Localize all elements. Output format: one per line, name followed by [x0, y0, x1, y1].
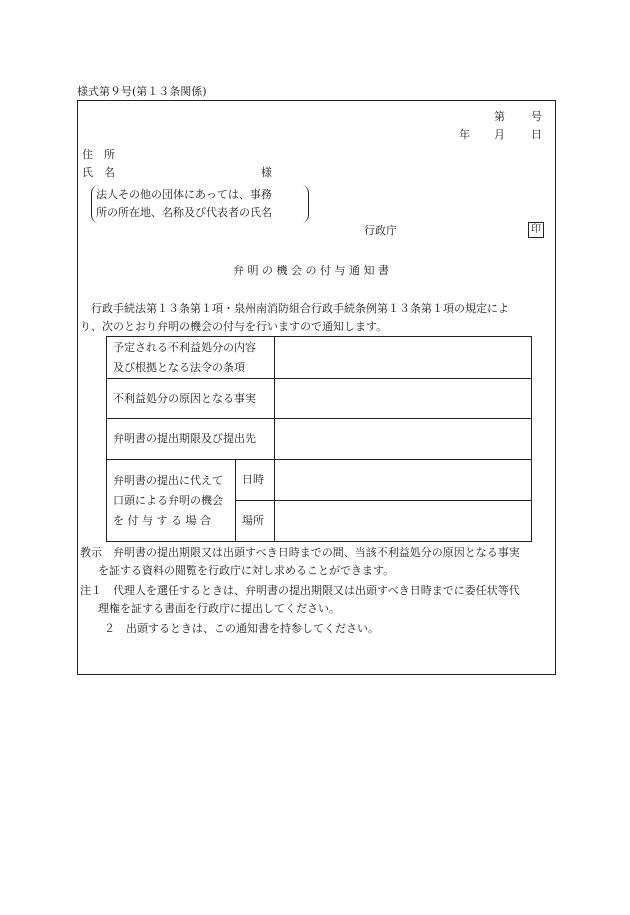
- number-dai: 第: [494, 110, 505, 123]
- intro-line2: り、次のとおり弁明の機会の付与を行いますので通知します。: [80, 320, 388, 333]
- date-month: 月: [494, 128, 505, 141]
- row-facts-label: 不利益処分の原因となる事実: [107, 379, 275, 419]
- corporation-note-line1: 法人その他の団体にあっては、事務: [96, 188, 272, 201]
- sub-datetime-label: 日時: [236, 460, 275, 501]
- seal-mark: 印: [528, 222, 544, 238]
- note1-line2: 理権を証する書面を行政庁に提出してください。: [98, 602, 340, 615]
- notice-table: [106, 336, 532, 542]
- document-title: 弁 明 の 機 会 の 付 与 通 知 書: [233, 264, 389, 277]
- note1-line1: 注１ 代理人を選任するときは、弁明書の提出期限又は出頭すべき日時までに委任状等代: [80, 584, 520, 597]
- date-day: 日: [531, 128, 542, 141]
- name-label: 氏 名: [82, 166, 115, 179]
- intro-line1: 行政手続法第１３条第１項・泉州南消防組合行政手続条例第１３条第１項の規定によ: [80, 302, 509, 315]
- corporation-note-line2: 所の所在地、名称及び代表者の氏名: [96, 206, 272, 219]
- honorific: 様: [261, 166, 272, 179]
- row-deadline-label: 弁明書の提出期限及び提出先: [107, 419, 275, 460]
- form-number: 様式第９号(第１３条関係): [77, 85, 207, 98]
- row-disposition-value: [275, 337, 532, 379]
- date-year: 年: [459, 128, 470, 141]
- notice-line2: を証する資料の閲覧を行政庁に対し求めることができます。: [98, 564, 395, 577]
- notice-line1: 教示 弁明書の提出期限又は出頭すべき日時までの間、当該不利益処分の原因となる事実: [80, 546, 520, 559]
- row-disposition-label: 予定される不利益処分の内容 及び根拠となる法令の条項: [107, 337, 275, 379]
- agency-label: 行政庁: [364, 224, 397, 237]
- number-go: 号: [531, 110, 542, 123]
- note2: ２ 出頭するときは、この通知書を持参してください。: [104, 622, 379, 635]
- row-deadline-value: [275, 419, 532, 460]
- address-label: 住 所: [82, 148, 115, 161]
- sub-place-value: [275, 501, 532, 542]
- sub-place-label: 場所: [236, 501, 275, 542]
- row-facts-value: [275, 379, 532, 419]
- row-oral-label: 弁明書の提出に代えて 口頭による弁明の機会 を 付 与 す る 場 合: [107, 460, 236, 542]
- sub-datetime-value: [275, 460, 532, 501]
